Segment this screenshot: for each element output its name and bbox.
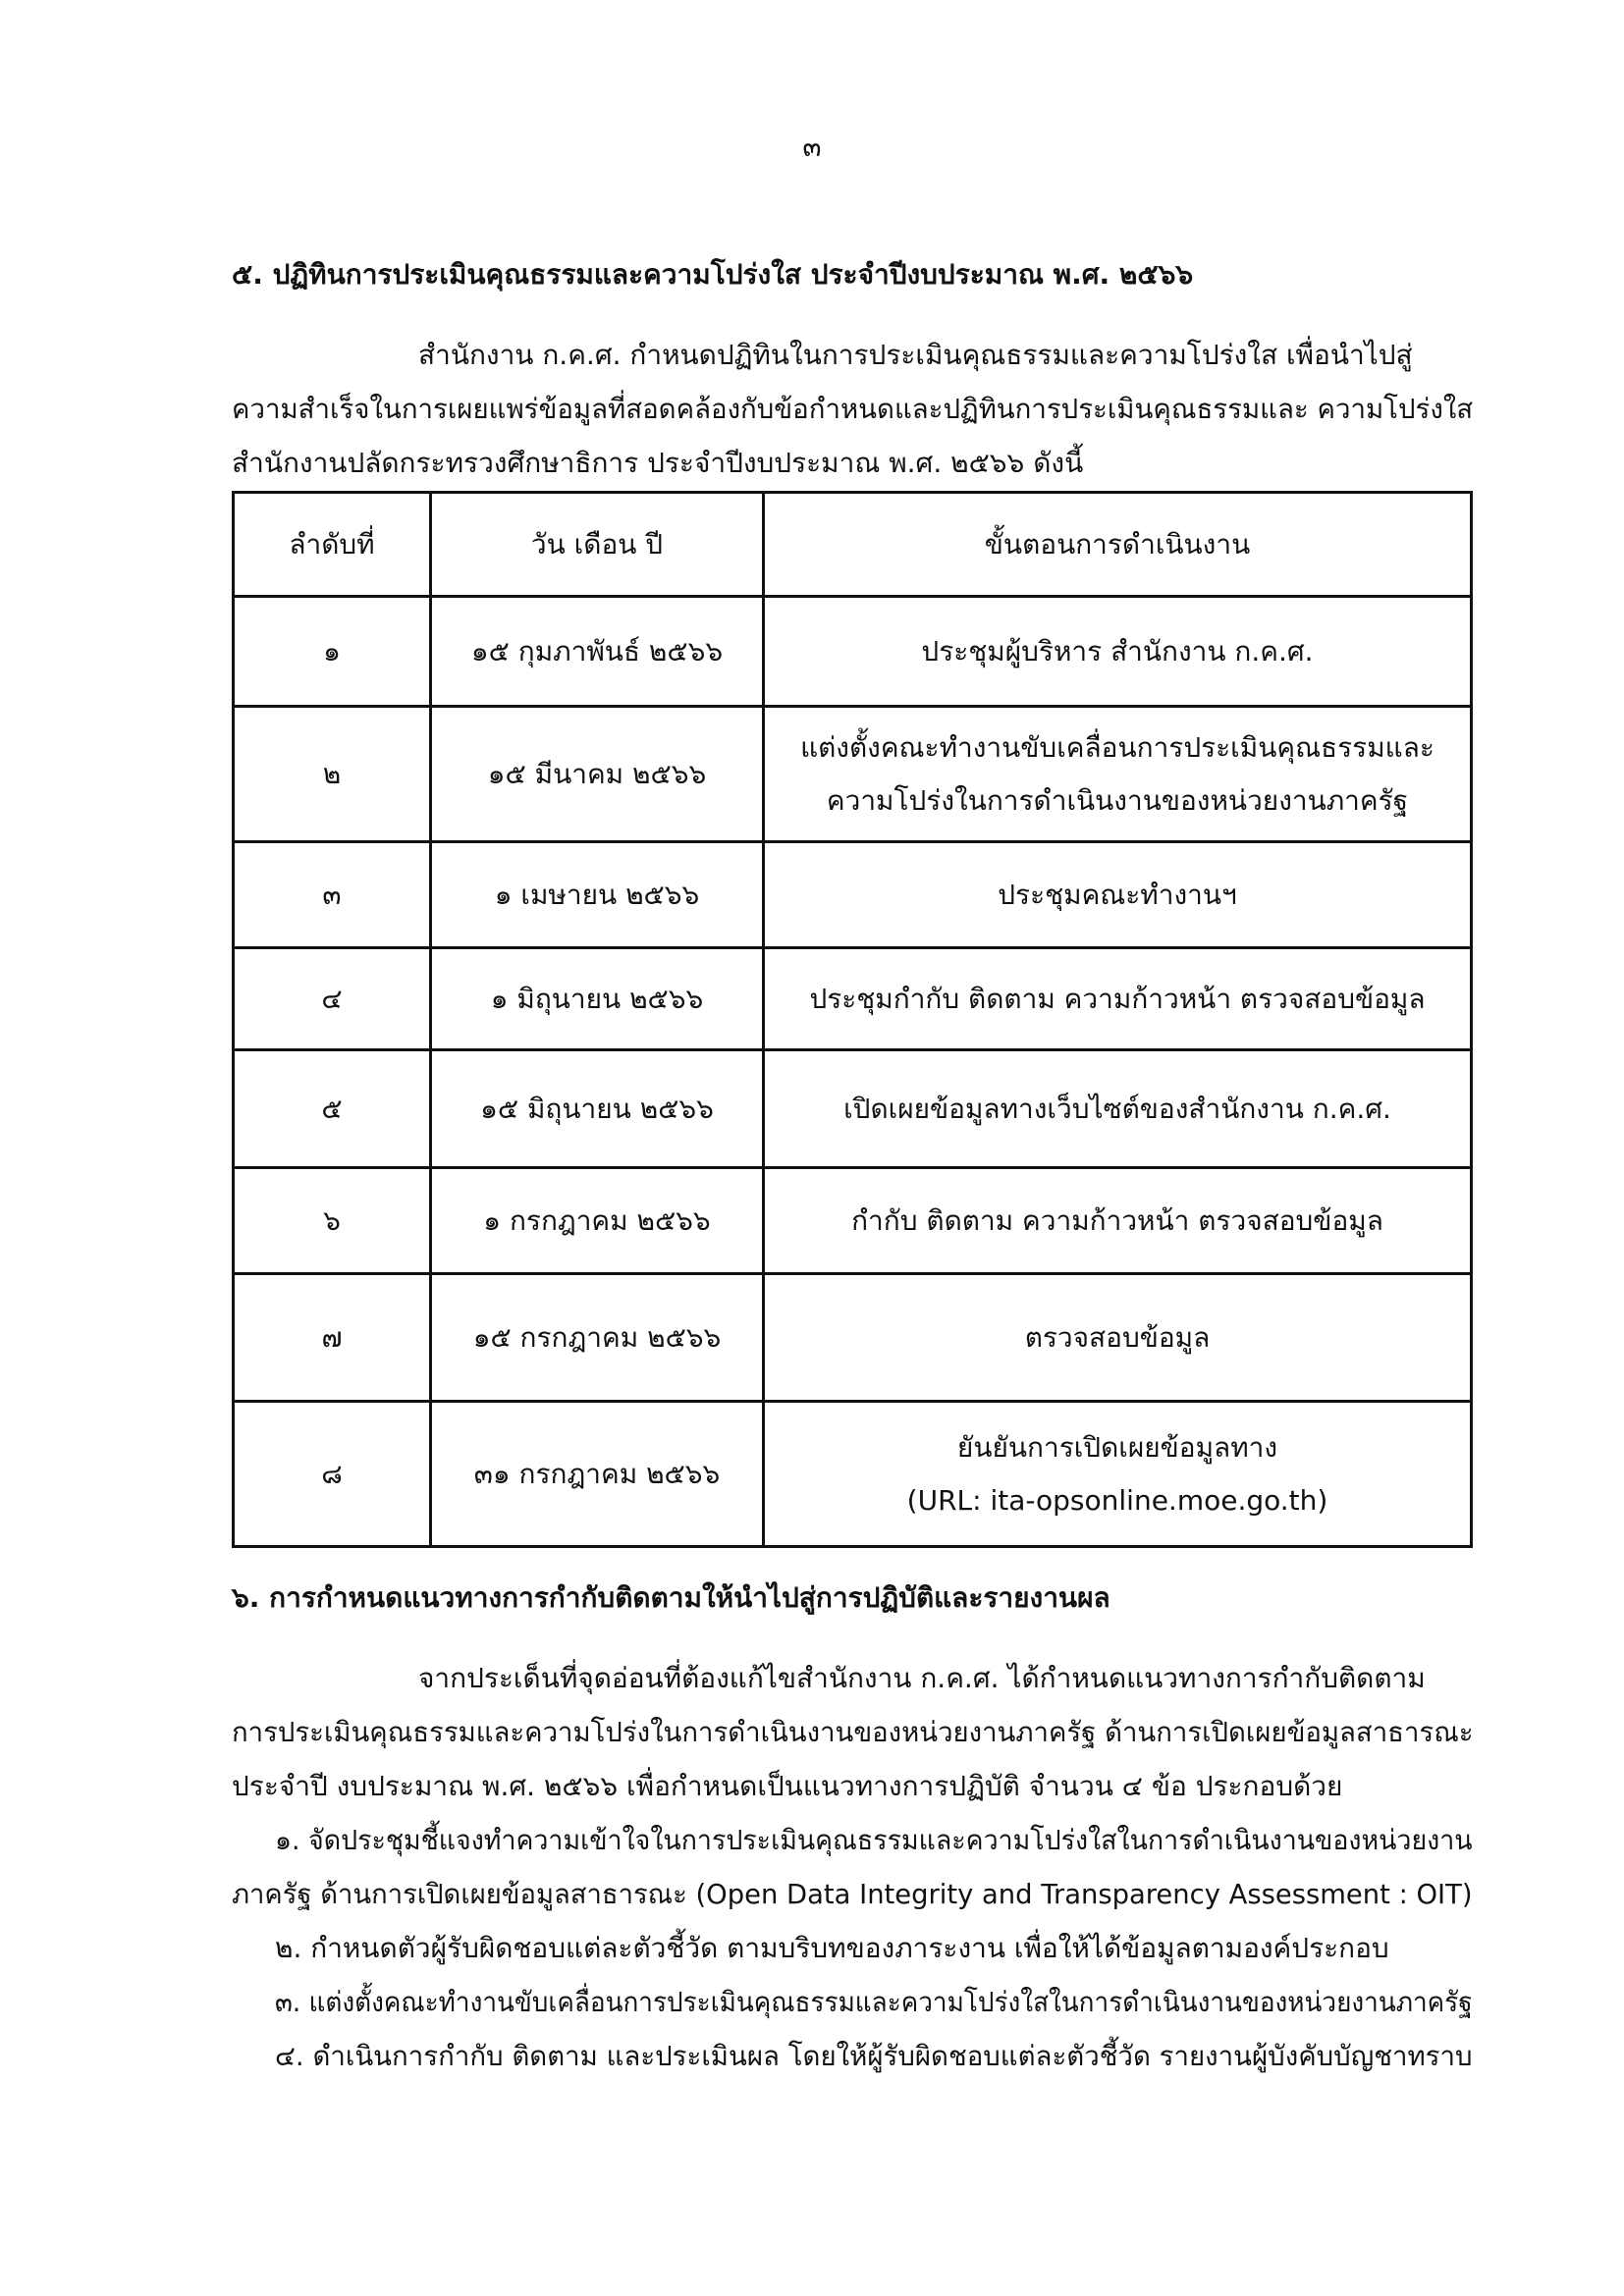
row-date: ๑๕ กรกฎาคม ๒๕๖๖ <box>431 1274 764 1402</box>
list-item-line: ๓. แต่งตั้งคณะทำงานขับเคลื่อนการประเมินคุณธรรมและความโปร่งใสในการดำเนินงานของหน่วยงานภาครัฐ <box>275 1986 1473 2018</box>
calendar-table <box>232 491 1473 1548</box>
row-date: ๓๑ กรกฎาคม ๒๕๖๖ <box>431 1402 764 1547</box>
step-line: ยันยันการเปิดเผยข้อมูลทาง <box>956 1430 1278 1464</box>
step-line: กำกับ ติดตาม ความก้าวหน้า ตรวจสอบข้อมูล <box>851 1203 1383 1237</box>
row-step <box>764 1168 1472 1274</box>
table-row <box>234 1274 1472 1402</box>
row-date: ๑๕ กุมภาพันธ์ ๒๕๖๖ <box>431 597 764 707</box>
paragraph-line: ความสำเร็จในการเผยแพร่ข้อมูลที่สอดคล้องกับข้อกำหนดและปฏิทินการประเมินคุณธรรมและ ความโปร่งใส <box>232 393 1474 425</box>
paragraph-line: จากประเด็นที่จุดอ่อนที่ต้องแก้ไขสำนักงาน ก.ค.ศ. ได้กำหนดแนวทางการกำกับติดตาม <box>418 1662 1426 1694</box>
list-item-line: ๑. จัดประชุมชี้แจงทำความเข้าใจในการประเมินคุณธรรมและความโปร่งใสในการดำเนินงานของหน่วยงาน <box>275 1824 1473 1856</box>
step-line: (URL: ita-opsonline.moe.go.th) <box>906 1483 1328 1517</box>
table-row <box>234 1050 1472 1168</box>
table-row <box>234 842 1472 948</box>
step-line: ตรวจสอบข้อมูล <box>1024 1320 1211 1354</box>
row-date: ๑ เมษายน ๒๕๖๖ <box>431 842 764 948</box>
list-item-line: ๒. กำหนดตัวผู้รับผิดชอบแต่ละตัวชี้วัด ตามบริบทของภาระงาน เพื่อให้ได้ข้อมูลตามองค์ประกอบ <box>275 1932 1389 1964</box>
table-row <box>234 948 1472 1050</box>
step-line: ประชุมคณะทำงานฯ <box>998 878 1237 911</box>
row-order: ๑ <box>234 597 431 707</box>
row-order: ๘ <box>234 1402 431 1547</box>
row-order: ๔ <box>234 948 431 1050</box>
row-order: ๒ <box>234 707 431 842</box>
row-order: ๕ <box>234 1050 431 1168</box>
paragraph-line: สำนักงานปลัดกระทรวงศึกษาธิการ ประจำปีงบประมาณ พ.ศ. ๒๕๖๖ ดังนี้ <box>232 447 1084 479</box>
header-date: วัน เดือน ปี <box>431 493 764 597</box>
step-line: ประชุมผู้บริหาร สำนักงาน ก.ค.ศ. <box>921 634 1314 667</box>
list-item-line: ภาครัฐ ด้านการเปิดเผยข้อมูลสาธารณะ (Open Data Integrity and Transparency Assessment : OIT) <box>232 1878 1473 1910</box>
row-date: ๑ กรกฎาคม ๒๕๖๖ <box>431 1168 764 1274</box>
step-line: เปิดเผยข้อมูลทางเว็บไซต์ของสำนักงาน ก.ค.ศ. <box>843 1092 1391 1125</box>
step-line: ความโปร่งในการดำเนินงานของหน่วยงานภาครัฐ <box>826 783 1409 817</box>
table-row <box>234 707 1472 842</box>
row-date: ๑๕ มิถุนายน ๒๕๖๖ <box>431 1050 764 1168</box>
row-step <box>764 1274 1472 1402</box>
row-step <box>764 707 1472 842</box>
row-step <box>764 1050 1472 1168</box>
section-6-heading: ๖. การกำหนดแนวทางการกำกับติดตามให้นำไปสู่การปฏิบัติและรายงานผล <box>232 1581 1110 1614</box>
step-line: แต่งตั้งคณะทำงานขับเคลื่อนการประเมินคุณธรรมและ <box>800 730 1435 764</box>
page-number: ๓ <box>802 131 822 163</box>
paragraph-line: การประเมินคุณธรรมและความโปร่งในการดำเนินงานของหน่วยงานภาครัฐ ด้านการเปิดเผยข้อมูลสาธารณะ <box>232 1716 1474 1748</box>
table-header-row <box>234 493 1472 597</box>
table-row <box>234 1168 1472 1274</box>
row-order: ๗ <box>234 1274 431 1402</box>
step-line: ประชุมกำกับ ติดตาม ความก้าวหน้า ตรวจสอบข้อมูล <box>809 982 1426 1015</box>
row-order: ๖ <box>234 1168 431 1274</box>
row-date: ๑ มิถุนายน ๒๕๖๖ <box>431 948 764 1050</box>
row-step <box>764 948 1472 1050</box>
row-step <box>764 597 1472 707</box>
row-order: ๓ <box>234 842 431 948</box>
section-5-heading: ๕. ปฏิทินการประเมินคุณธรรมและความโปร่งใส ประจำปีงบประมาณ พ.ศ. ๒๕๖๖ <box>232 258 1194 291</box>
header-step: ขั้นตอนการดำเนินงาน <box>764 493 1472 597</box>
paragraph-line: ประจำปี งบประมาณ พ.ศ. ๒๕๖๖ เพื่อกำหนดเป็นแนวทางการปฏิบัติ จำนวน ๔ ข้อ ประกอบด้วย <box>232 1770 1343 1802</box>
list-item-line: ๔. ดำเนินการกำกับ ติดตาม และประเมินผล โดยให้ผู้รับผิดชอบแต่ละตัวชี้วัด รายงานผู้บังคับบัญชาทราบ <box>275 2040 1473 2072</box>
row-step <box>764 1402 1472 1547</box>
row-date: ๑๕ มีนาคม ๒๕๖๖ <box>431 707 764 842</box>
paragraph-line: สำนักงาน ก.ค.ศ. กำหนดปฏิทินในการประเมินคุณธรรมและความโปร่งใส เพื่อนำไปสู่ <box>418 339 1413 371</box>
row-step <box>764 842 1472 948</box>
table-row <box>234 597 1472 707</box>
header-order: ลำดับที่ <box>234 493 431 597</box>
table-row <box>234 1402 1472 1547</box>
